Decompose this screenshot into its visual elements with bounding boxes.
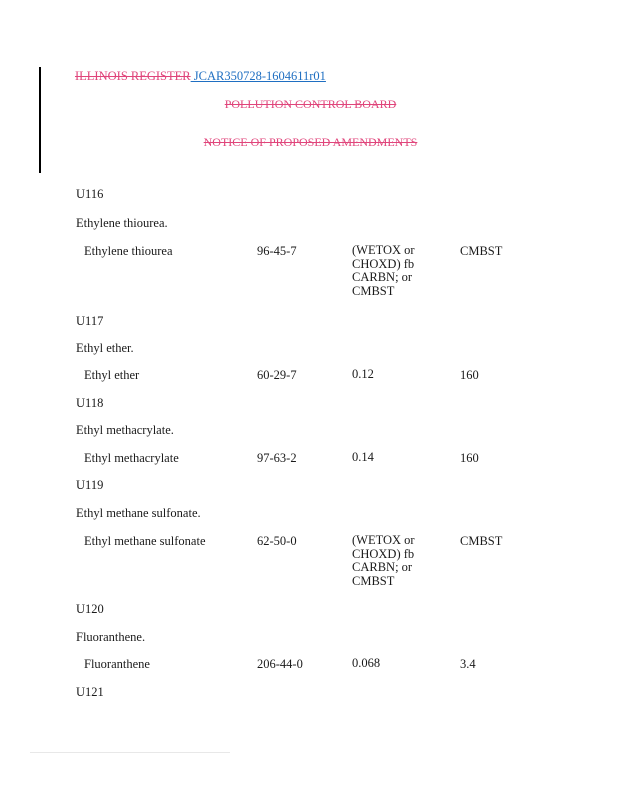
- waste-code: U121: [76, 685, 104, 699]
- constituent-name: Fluoranthene: [84, 657, 150, 671]
- board-title: POLLUTION CONTROL BOARD: [224, 97, 397, 111]
- constituent-name: Ethyl methane sulfonate: [84, 534, 206, 548]
- constituent-name: Ethylene thiourea: [84, 244, 173, 258]
- register-title-struck: ILLINOIS REGISTER: [75, 69, 191, 83]
- waste-code: U118: [76, 396, 104, 410]
- nonwastewater-standard: CMBST: [460, 534, 503, 548]
- waste-subheading: Ethyl ether.: [76, 341, 134, 355]
- change-bar: [39, 67, 41, 173]
- cas-number: 60-29-7: [257, 368, 297, 382]
- waste-subheading: Ethyl methane sulfonate.: [76, 506, 201, 520]
- nonwastewater-standard: 160: [460, 451, 479, 465]
- wastewater-standard: 0.12: [352, 367, 374, 381]
- cas-number: 206-44-0: [257, 657, 303, 671]
- footer-divider: [30, 752, 230, 753]
- wastewater-standard: (WETOX or CHOXD) fb CARBN; or CMBST: [352, 243, 415, 298]
- waste-code: U119: [76, 478, 104, 492]
- waste-code: U117: [76, 314, 104, 328]
- notice-title: NOTICE OF PROPOSED AMENDMENTS: [203, 135, 418, 149]
- nonwastewater-standard: 160: [460, 368, 479, 382]
- cas-number: 96-45-7: [257, 244, 297, 258]
- constituent-name: Ethyl methacrylate: [84, 451, 179, 465]
- waste-code: U120: [76, 602, 104, 616]
- register-id-inserted: JCAR350728-1604611r01: [190, 69, 326, 83]
- wastewater-standard: (WETOX or CHOXD) fb CARBN; or CMBST: [352, 533, 415, 588]
- nonwastewater-standard: 3.4: [460, 657, 476, 671]
- register-header: [75, 69, 326, 84]
- nonwastewater-standard: CMBST: [460, 244, 503, 258]
- waste-subheading: Ethyl methacrylate.: [76, 423, 174, 437]
- wastewater-standard: 0.068: [352, 656, 381, 670]
- cas-number: 97-63-2: [257, 451, 297, 465]
- waste-subheading: Fluoranthene.: [76, 630, 146, 644]
- wastewater-standard: 0.14: [352, 450, 374, 464]
- waste-code: U116: [76, 187, 104, 201]
- constituent-name: Ethyl ether: [84, 368, 140, 382]
- waste-subheading: Ethylene thiourea.: [76, 216, 168, 230]
- cas-number: 62-50-0: [257, 534, 297, 548]
